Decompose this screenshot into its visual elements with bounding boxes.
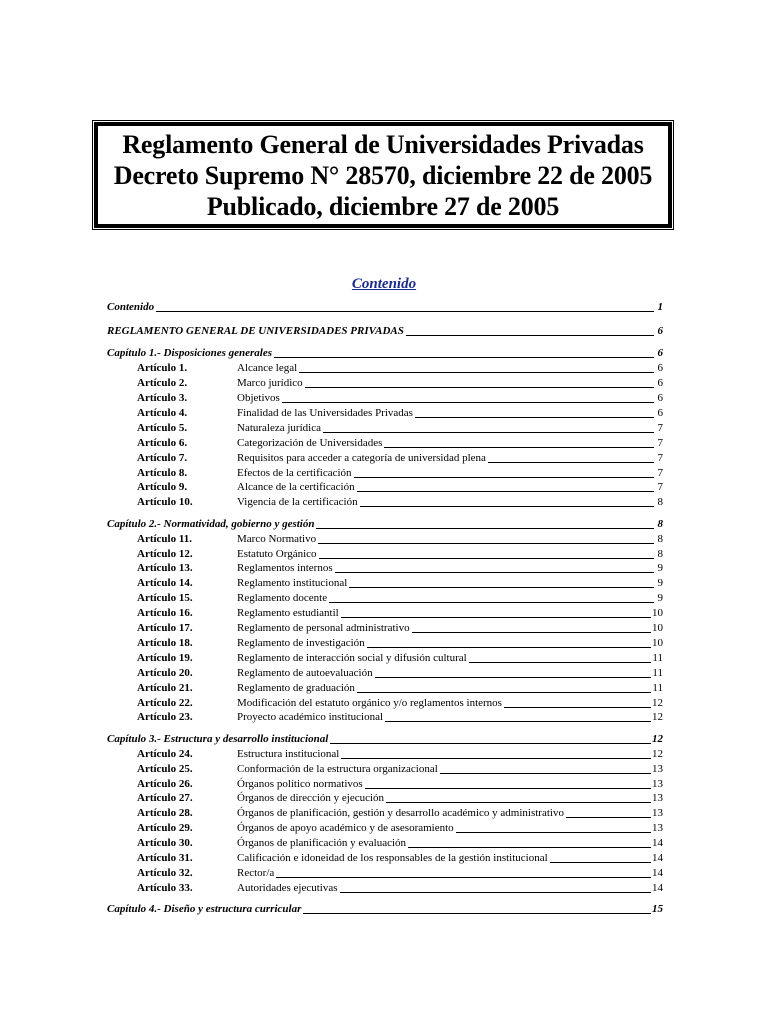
toc-article-row[interactable] (107, 531, 663, 546)
toc-article-title: Efectos de la certificación (237, 466, 352, 479)
toc-dot-leader (316, 528, 654, 529)
toc-entry-label: Capítulo 4.- Diseño y estructura curricular (107, 903, 302, 916)
toc-article-title: Estatuto Orgánico (237, 547, 317, 560)
toc-dot-leader (412, 632, 651, 633)
toc-page-number: 6 (657, 392, 663, 404)
toc-dot-leader (357, 692, 652, 693)
toc-article-number: Artículo 23. (137, 711, 193, 724)
toc-article-row[interactable] (107, 405, 663, 420)
toc-page-number: 15 (652, 903, 663, 916)
toc-page-number: 9 (657, 592, 663, 605)
toc-article-title: Naturaleza jurídica (237, 421, 321, 434)
toc-article-row[interactable] (107, 650, 663, 665)
toc-dot-leader (330, 743, 651, 744)
toc-page-number: 8 (657, 547, 663, 560)
toc-entry-label: REGLAMENTO GENERAL DE UNIVERSIDADES PRIVADAS (107, 324, 404, 337)
toc-dot-leader (357, 491, 654, 492)
toc-page-number: 13 (652, 777, 663, 790)
toc-article-title: Reglamentos internos (237, 562, 333, 575)
toc-article-number: Artículo 1. (137, 362, 188, 375)
toc-dot-leader (456, 832, 651, 833)
toc-article-row[interactable] (107, 865, 663, 880)
toc-page-number: 6 (657, 362, 663, 375)
toc-article-row[interactable] (107, 575, 663, 590)
toc-page-number: 10 (652, 622, 663, 634)
toc-dot-leader (367, 647, 651, 648)
toc-article-row[interactable] (107, 479, 663, 494)
toc-page-number: 7 (657, 481, 663, 494)
toc-article-row[interactable] (107, 761, 663, 776)
toc-page-number: 13 (652, 792, 663, 805)
toc-article-row[interactable] (107, 420, 663, 435)
toc-article-number: Artículo 32. (137, 866, 193, 879)
toc-article-row[interactable] (107, 665, 663, 680)
toc-dot-leader (299, 372, 654, 373)
toc-entry-row[interactable] (107, 323, 663, 338)
toc-page-number: 8 (657, 517, 663, 530)
toc-page-number: 11 (652, 651, 663, 664)
toc-article-number: Artículo 22. (137, 696, 193, 709)
toc-dot-leader (341, 758, 651, 759)
toc-article-number: Artículo 21. (137, 681, 193, 694)
toc-article-title: Órganos de planificación, gestión y desarrollo académico y administrativo (237, 807, 564, 820)
toc-article-title: Categorización de Universidades (237, 436, 383, 449)
toc-article-number: Artículo 11. (137, 532, 192, 545)
toc-dot-leader (303, 913, 651, 914)
toc-article-title: Órganos político normativos (237, 777, 363, 790)
toc-page-number: 6 (657, 406, 663, 419)
toc-article-title: Requisitos para acceder a categoría de universidad plena (237, 451, 486, 464)
toc-article-title: Alcance de la certificación (237, 481, 355, 494)
toc-article-title: Marco Normativo (237, 532, 317, 545)
toc-dot-leader (319, 558, 654, 559)
toc-page-number: 8 (657, 496, 663, 509)
toc-heading[interactable]: Contenido (351, 276, 417, 292)
toc-page-number: 9 (657, 577, 663, 590)
toc-page-number: 13 (652, 762, 663, 775)
toc-article-number: Artículo 18. (137, 636, 193, 649)
toc-article-number: Artículo 25. (137, 762, 193, 775)
toc-page-number: 9 (657, 562, 663, 575)
toc-page-number: 11 (652, 681, 663, 694)
toc-page-number: 8 (657, 532, 663, 545)
toc-article-number: Artículo 20. (137, 666, 193, 679)
toc-article-row[interactable] (107, 375, 663, 390)
toc-article-number: Artículo 13. (137, 562, 193, 575)
toc-chapter-row[interactable] (107, 901, 663, 916)
toc-article-number: Artículo 9. (137, 481, 188, 494)
toc-article-number: Artículo 14. (137, 577, 193, 590)
toc-dot-leader (365, 788, 651, 789)
toc-article-number: Artículo 24. (137, 747, 193, 760)
toc-dot-leader (488, 462, 654, 463)
toc-article-number: Artículo 29. (137, 822, 193, 835)
toc-article-row[interactable] (107, 805, 663, 820)
toc-article-title: Marco jurídico (237, 377, 303, 390)
toc-article-number: Artículo 19. (137, 651, 193, 664)
toc-article-title: Órganos de planificación y evaluación (237, 837, 407, 850)
toc-entry-row[interactable] (107, 299, 663, 314)
toc-article-title: Rector/a (237, 866, 275, 879)
toc-dot-leader (318, 543, 654, 544)
toc-entry-label: Capítulo 3.- Estructura y desarrollo institucional (107, 732, 329, 745)
title-line-2: Decreto Supremo N° 28570, diciembre 22 de 2005 (113, 160, 653, 190)
toc-page-number: 7 (657, 436, 663, 449)
toc-dot-leader (360, 506, 654, 507)
toc-article-number: Artículo 4. (137, 406, 188, 419)
toc-page-number: 12 (652, 696, 663, 709)
toc-page-number: 6 (657, 324, 663, 337)
toc-dot-leader (282, 402, 654, 403)
toc-article-title: Órganos de dirección y ejecución (237, 792, 385, 805)
toc-entry-label: Capítulo 2.- Normatividad, gobierno y gestión (107, 517, 315, 530)
toc-entry-label: Contenido (107, 301, 155, 313)
toc-article-number: Artículo 28. (137, 807, 193, 820)
toc-article-number: Artículo 12. (137, 547, 193, 560)
toc-article-title: Conformación de la estructura organizacional (237, 762, 438, 775)
toc-dot-leader (550, 862, 651, 863)
toc-article-title: Finalidad de las Universidades Privadas (237, 406, 413, 419)
toc-dot-leader (329, 602, 654, 603)
toc-article-title: Reglamento de autoevaluación (237, 666, 373, 679)
toc-chapter-row[interactable] (107, 345, 663, 360)
toc-article-number: Artículo 26. (137, 777, 193, 790)
toc-article-title: Órganos de apoyo académico y de asesoramiento (237, 822, 454, 835)
toc-article-row[interactable] (107, 560, 663, 575)
toc-page-number: 10 (652, 636, 663, 649)
toc-article-title: Reglamento de interacción social y difusión cultural (237, 651, 467, 664)
toc-page-number: 6 (657, 347, 663, 360)
toc-article-title: Calificación e idoneidad de los responsables de la gestión institucional (237, 852, 548, 864)
toc-article-row[interactable] (107, 590, 663, 605)
toc-article-number: Artículo 3. (137, 392, 188, 404)
toc-dot-leader (305, 387, 654, 388)
toc-article-title: Proyecto académico institucional (237, 711, 384, 724)
toc-article-title: Estructura institucional (237, 747, 340, 760)
toc-article-number: Artículo 16. (137, 607, 193, 620)
toc-article-row[interactable] (107, 390, 663, 405)
toc-article-title: Reglamento de investigación (237, 636, 365, 649)
toc-dot-leader (566, 817, 651, 818)
toc-article-row[interactable] (107, 465, 663, 480)
toc-article-title: Vigencia de la certificación (237, 496, 358, 509)
toc-article-row[interactable] (107, 820, 663, 835)
toc-dot-leader (276, 877, 651, 878)
toc-article-row[interactable] (107, 494, 663, 509)
title-line-1: Reglamento General de Universidades Privadas (122, 129, 644, 159)
toc-page-number: 12 (652, 747, 663, 760)
toc-article-title: Reglamento de graduación (237, 681, 355, 694)
toc-article-title: Alcance legal (237, 362, 298, 375)
toc-article-number: Artículo 31. (137, 852, 193, 864)
toc-article-row[interactable] (107, 695, 663, 710)
toc-page-number: 14 (652, 837, 663, 850)
toc-article-row[interactable] (107, 880, 663, 895)
toc-article-row[interactable] (107, 360, 663, 375)
toc-article-row[interactable] (107, 776, 663, 791)
toc-page-number: 6 (657, 377, 663, 390)
toc-article-number: Artículo 5. (137, 421, 188, 434)
toc-article-row[interactable] (107, 790, 663, 805)
toc-entry-label: Capítulo 1.- Disposiciones generales (107, 347, 273, 360)
toc-article-number: Artículo 27. (137, 792, 193, 805)
toc-article-title: Reglamento de personal administrativo (237, 622, 410, 634)
toc-page-number: 11 (652, 666, 663, 679)
toc-article-number: Artículo 8. (137, 466, 188, 479)
toc-article-row[interactable] (107, 709, 663, 724)
toc-article-number: Artículo 33. (137, 881, 193, 894)
toc-article-row[interactable] (107, 680, 663, 695)
toc-article-number: Artículo 15. (137, 592, 193, 605)
toc-dot-leader (323, 432, 654, 433)
toc-article-number: Artículo 6. (137, 436, 188, 449)
toc-article-number: Artículo 7. (137, 451, 188, 464)
toc-article-row[interactable] (107, 835, 663, 850)
toc-dot-leader (156, 311, 654, 312)
toc-dot-leader (386, 802, 651, 803)
toc-dot-leader (349, 587, 654, 588)
toc-page-number: 10 (652, 607, 663, 620)
toc-dot-leader (340, 892, 652, 893)
toc-page-number: 13 (652, 822, 663, 835)
toc-article-title: Reglamento estudiantil (237, 607, 339, 620)
toc-page-number: 14 (652, 881, 663, 894)
toc-article-row[interactable] (107, 635, 663, 650)
toc-article-row[interactable] (107, 546, 663, 561)
toc-dot-leader (440, 773, 651, 774)
toc-article-title: Objetivos (237, 392, 280, 404)
toc-page-number: 12 (652, 732, 663, 745)
toc-page-number: 1 (657, 301, 663, 313)
document-title-box (94, 122, 672, 228)
toc-dot-leader (354, 477, 654, 478)
toc-article-number: Artículo 17. (137, 622, 193, 634)
title-line-3: Publicado, diciembre 27 de 2005 (206, 191, 560, 221)
toc-article-row[interactable] (107, 746, 663, 761)
toc-article-number: Artículo 2. (137, 377, 188, 390)
toc-dot-leader (341, 617, 651, 618)
toc-dot-leader (375, 677, 652, 678)
toc-article-row[interactable] (107, 850, 663, 865)
toc-page-number: 7 (657, 451, 663, 464)
toc-dot-leader (406, 335, 654, 336)
toc-chapter-row[interactable] (107, 731, 663, 746)
toc-dot-leader (335, 572, 654, 573)
toc-article-row[interactable] (107, 620, 663, 635)
toc-page-number: 7 (657, 421, 663, 434)
toc-dot-leader (415, 417, 654, 418)
toc-page-number: 14 (652, 852, 663, 864)
toc-page-number: 7 (657, 466, 663, 479)
toc-article-row[interactable] (107, 450, 663, 465)
toc-article-number: Artículo 10. (137, 496, 193, 509)
toc-article-title: Reglamento docente (237, 592, 328, 605)
toc-dot-leader (385, 721, 651, 722)
toc-chapter-row[interactable] (107, 516, 663, 531)
toc-dot-leader (504, 707, 651, 708)
toc-article-number: Artículo 30. (137, 837, 193, 850)
toc-page-number: 13 (652, 807, 663, 820)
toc-page-number: 12 (652, 711, 663, 724)
toc-article-title: Reglamento institucional (237, 577, 348, 590)
toc-dot-leader (408, 847, 651, 848)
toc-dot-leader (469, 662, 652, 663)
toc-article-row[interactable] (107, 435, 663, 450)
toc-dot-leader (384, 447, 654, 448)
toc-article-row[interactable] (107, 605, 663, 620)
toc-article-title: Autoridades ejecutivas (237, 881, 338, 894)
toc-article-title: Modificación del estatuto orgánico y/o reglamentos internos (237, 696, 502, 709)
toc-page-number: 14 (652, 866, 663, 879)
toc-dot-leader (274, 357, 654, 358)
